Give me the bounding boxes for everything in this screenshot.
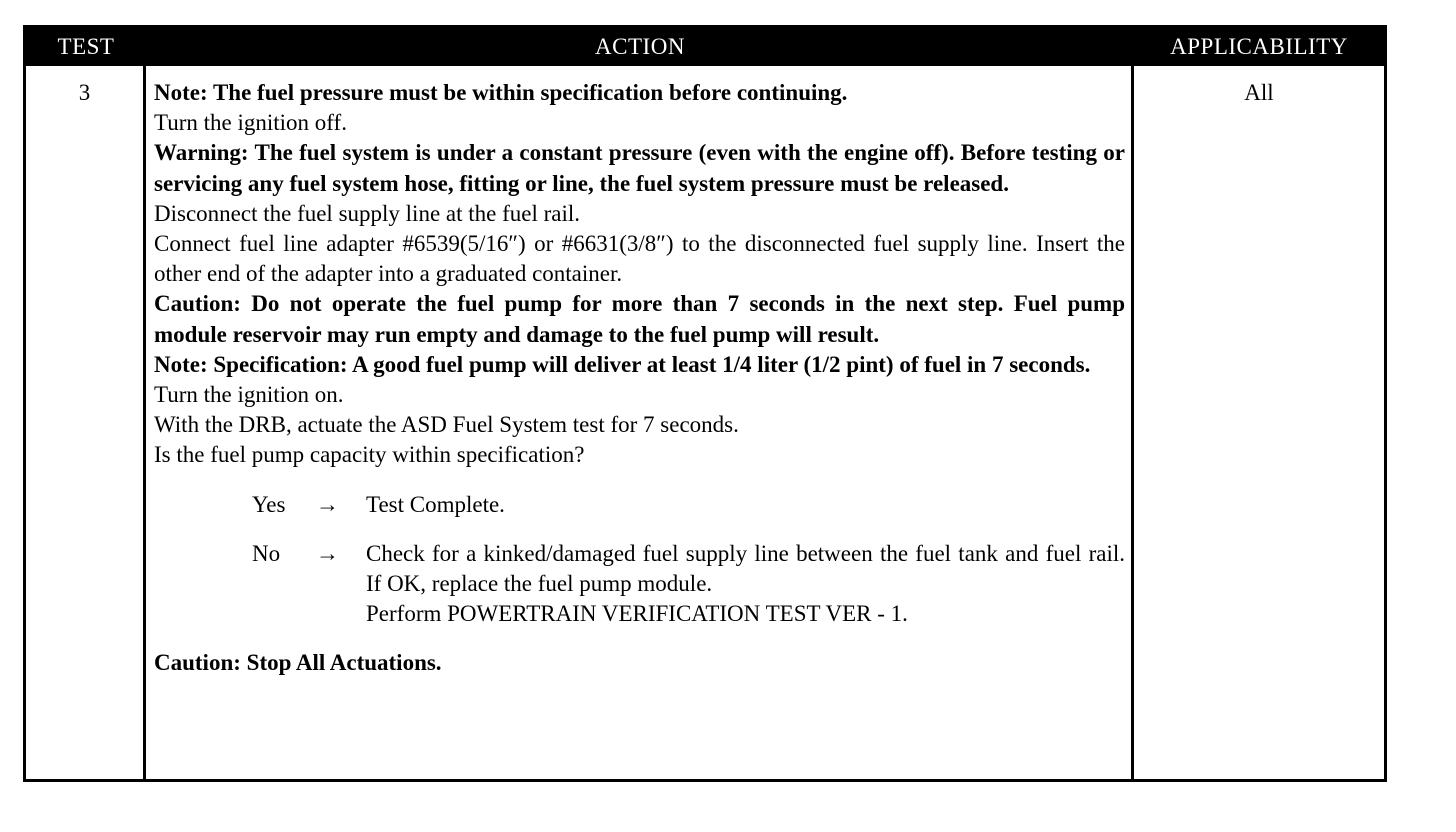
yes-label: Yes [252,491,286,517]
step-ignition-off: Turn the ignition off. [154,110,347,136]
no-result [366,539,1125,630]
note-specification: Note: Specification: A good fuel pump will deliver at least 1/4 liter (1/2 pint) of fuel in 7 seconds. [154,351,1091,377]
no-result-perform: Perform POWERTRAIN VERIFICATION TEST VER - 1. [366,601,908,627]
step-connect-adapter: Connect fuel line adapter #6539(5/16″) or #6631(3/8″) to the disconnected fuel supply line. Insert the other end of the adapter into a graduated container. [154,231,1125,287]
final-caution: Caution: Stop All Actuations. [154,650,442,676]
yes-result: Test Complete. [366,491,505,517]
arrow-right-icon: → [316,491,339,517]
answer-choices [154,490,1125,630]
step-ignition-on: Turn the ignition on. [154,382,344,408]
choice-yes [154,490,1125,520]
test-number: 3 [26,66,146,779]
note-pressure: Note: The fuel pressure must be within specification before continuing. [154,80,848,105]
step-actuate: With the DRB, actuate the ASD Fuel System test for 7 seconds. [154,412,739,438]
warning-pressure: Warning: The fuel system is under a constant pressure (even with the engine off). Before testing or servicing any fuel system hose, fitting or line, the fuel system pressure must be released. [154,140,1125,196]
action-cell [146,66,1134,779]
diagnostic-table [23,25,1387,782]
question: Is the fuel pump capacity within specification? [154,442,585,468]
table-header [26,28,1384,66]
caution-pump: Caution: Do not operate the fuel pump for more than 7 seconds in the next step. Fuel pump module reservoir may run empty and damage to the fuel pump will result. [154,291,1125,347]
no-label: No [252,540,281,566]
arrow-right-icon: → [316,540,339,566]
choice-no [154,539,1125,630]
no-result-check: Check for a kinked/damaged fuel supply line between the fuel tank and fuel rail. If OK, replace the fuel pump module. [366,540,1125,597]
applicability-value: All [1244,80,1274,105]
header-test: TEST [57,34,115,59]
step-disconnect: Disconnect the fuel supply line at the fuel rail. [154,200,581,226]
table-row [26,66,1384,779]
header-applicability: APPLICABILITY [1170,34,1348,59]
header-action: ACTION [595,34,685,59]
